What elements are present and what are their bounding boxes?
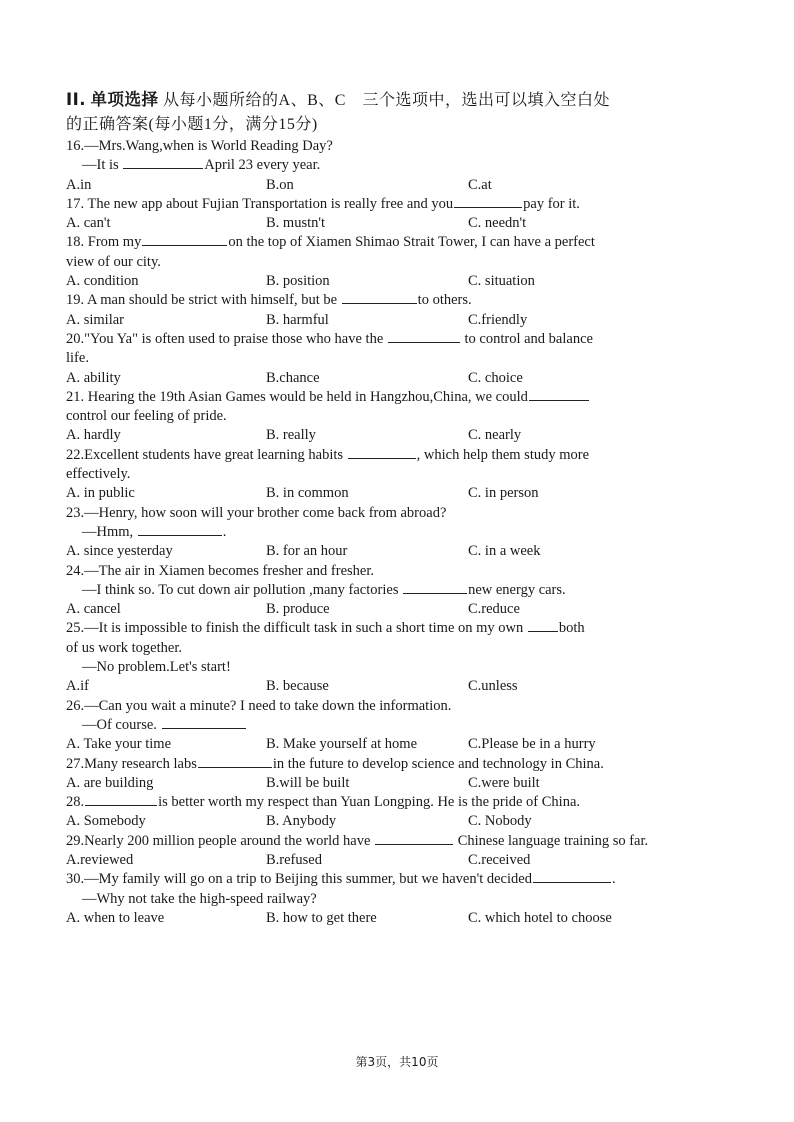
question-line: [66, 349, 706, 368]
option-b: B. in common: [266, 485, 349, 502]
question-text: .: [611, 871, 616, 888]
answer-blank: [198, 755, 272, 768]
question-line: [66, 504, 706, 523]
question-text: 23.—Henry, how soon will your brother come back from abroad?: [66, 504, 447, 521]
option-c: C. in a week: [468, 543, 541, 560]
answer-blank: [142, 233, 227, 246]
option-a: A.reviewed: [66, 851, 134, 868]
option-b: B. for an hour: [266, 543, 348, 560]
question-line: [66, 446, 706, 465]
question-text: 25.—It is impossible to finish the difficult task in such a short time on my own: [66, 620, 527, 637]
answer-blank: [528, 619, 558, 632]
answer-blank: [403, 581, 467, 594]
question-line: [66, 407, 706, 426]
question-page: [66, 88, 706, 928]
option-c: C. needn't: [468, 215, 527, 232]
question-text: 19. A man should be strict with himself, but be: [66, 292, 341, 309]
question-text: to control and balance: [460, 330, 593, 347]
question-item: [66, 697, 706, 755]
question-text: is better worth my respect than Yuan Longping. He is the pride of China.: [158, 794, 581, 811]
option-row: [66, 677, 706, 696]
option-a: A. since yesterday: [66, 543, 173, 560]
question-line: [66, 233, 706, 252]
option-row: [66, 812, 706, 831]
answer-blank: [454, 195, 522, 208]
question-item: [66, 195, 706, 234]
question-text: 26.—Can you wait a minute? I need to take down the information.: [66, 697, 452, 714]
option-c: C.were built: [468, 774, 540, 791]
question-text: —Of course.: [82, 716, 161, 733]
question-text: —Why not take the high-speed railway?: [82, 890, 317, 907]
question-text: , which help them study more: [416, 446, 590, 463]
question-line: [66, 716, 706, 735]
question-line: [66, 639, 706, 658]
question-item: [66, 446, 706, 504]
option-b: B.on: [266, 176, 294, 193]
section-heading: [66, 88, 706, 137]
option-b: B. position: [266, 273, 330, 290]
question-text: 17. The new app about Fujian Transportation is really free and you: [66, 195, 454, 212]
option-row: [66, 542, 706, 561]
question-line: [66, 562, 706, 581]
option-c: C. which hotel to choose: [468, 909, 612, 926]
option-c: C. situation: [468, 273, 535, 290]
question-text: 30.—My family will go on a trip to Beijing this summer, but we haven't decided: [66, 871, 532, 888]
question-item: [66, 832, 706, 871]
question-text: of us work together.: [66, 639, 182, 656]
option-b: B. how to get there: [266, 909, 377, 926]
question-item: [66, 793, 706, 832]
option-b: B. produce: [266, 601, 330, 618]
answer-blank: [342, 291, 417, 304]
question-text: 28.: [66, 794, 85, 811]
question-text: to others.: [417, 292, 472, 309]
question-line: [66, 697, 706, 716]
option-b: B. Make yourself at home: [266, 736, 418, 753]
question-item: [66, 504, 706, 562]
page-footer: 第3页，共10页: [355, 1055, 439, 1069]
option-row: [66, 735, 706, 754]
question-text: 29.Nearly 200 million people around the world have: [66, 832, 375, 849]
question-text: new energy cars.: [468, 581, 566, 598]
option-c: C.Please be in a hurry: [468, 736, 596, 753]
question-text: 24.—The air in Xiamen becomes fresher and fresher.: [66, 562, 375, 579]
option-a: A. Somebody: [66, 813, 146, 830]
question-line: [66, 465, 706, 484]
option-a: A. can't: [66, 215, 111, 232]
option-b: B. really: [266, 427, 316, 444]
option-b: B. harmful: [266, 311, 329, 328]
question-line: [66, 793, 706, 812]
question-item: [66, 137, 706, 195]
option-row: [66, 600, 706, 619]
option-a: A. ability: [66, 369, 121, 386]
option-row: [66, 176, 706, 195]
question-text: 27.Many research labs: [66, 755, 197, 772]
question-item: [66, 330, 706, 388]
answer-blank: [162, 716, 246, 729]
option-b: B. because: [266, 678, 329, 695]
question-line: [66, 658, 706, 677]
option-a: A. cancel: [66, 601, 121, 618]
question-text: 20."You Ya" is often used to praise those who have the: [66, 330, 387, 347]
question-line: [66, 388, 706, 407]
question-text: 16.—Mrs.Wang,when is World Reading Day?: [66, 138, 333, 154]
option-b: B. mustn't: [266, 215, 326, 232]
option-c: C.friendly: [468, 311, 528, 328]
answer-blank: [375, 832, 453, 845]
section-number: II.: [66, 90, 87, 109]
question-text: view of our city.: [66, 253, 161, 270]
question-text: 21. Hearing the 19th Asian Games would be held in Hangzhou,China, we could: [66, 388, 528, 405]
option-row: [66, 369, 706, 388]
question-line: [66, 619, 706, 638]
question-item: [66, 562, 706, 620]
option-b: B.refused: [266, 851, 322, 868]
question-line: [66, 870, 706, 889]
option-a: A. are building: [66, 774, 154, 791]
option-c: C.unless: [468, 678, 518, 695]
option-c: C.at: [468, 176, 492, 193]
question-text: on the top of Xiamen Shimao Strait Tower, I can have a perfect: [228, 234, 595, 251]
question-text: 22.Excellent students have great learning habits: [66, 446, 347, 463]
option-c: C.received: [468, 851, 531, 868]
option-b: B.will be built: [266, 774, 350, 791]
option-c: C. nearly: [468, 427, 522, 444]
question-line: [66, 253, 706, 272]
question-line: [66, 137, 706, 156]
question-text: in the future to develop science and technology in China.: [272, 755, 604, 772]
question-text: 18. From my: [66, 234, 142, 251]
question-text: Chinese language training so far.: [454, 832, 649, 849]
section-heading-line-1: [66, 88, 706, 113]
question-line: [66, 832, 706, 851]
question-item: [66, 291, 706, 330]
answer-blank: [529, 388, 589, 401]
question-line: [66, 195, 706, 214]
question-line: [66, 581, 706, 600]
question-item: [66, 388, 706, 446]
question-item: [66, 870, 706, 928]
option-b: B.chance: [266, 369, 320, 386]
question-text: life.: [66, 350, 89, 367]
question-text: —No problem.Let's start!: [82, 659, 231, 676]
question-line: [66, 156, 706, 175]
answer-blank: [388, 330, 460, 343]
question-text: —Hmm,: [82, 523, 137, 540]
answer-blank: [85, 793, 157, 806]
answer-blank: [533, 870, 611, 883]
option-a: A. when to leave: [66, 909, 165, 926]
question-text: control our feeling of pride.: [66, 408, 227, 425]
option-a: A.if: [66, 678, 89, 695]
option-row: [66, 214, 706, 233]
option-row: [66, 272, 706, 291]
answer-blank: [348, 446, 416, 459]
option-c: C.reduce: [468, 601, 520, 618]
question-text: .: [222, 523, 227, 540]
option-a: A. similar: [66, 311, 124, 328]
question-list: [66, 137, 706, 928]
question-text: pay for it.: [523, 195, 580, 212]
question-item: [66, 755, 706, 794]
option-row: [66, 426, 706, 445]
question-text: effectively.: [66, 466, 131, 483]
option-c: C. choice: [468, 369, 523, 386]
section-title: 单项选择: [90, 90, 159, 109]
question-line: [66, 291, 706, 310]
option-row: [66, 909, 706, 928]
question-line: [66, 330, 706, 349]
question-line: [66, 755, 706, 774]
option-a: A.in: [66, 176, 92, 193]
question-item: [66, 619, 706, 696]
question-text: —I think so. To cut down air pollution ,many factories: [82, 581, 403, 598]
question-line: [66, 890, 706, 909]
question-line: [66, 523, 706, 542]
option-c: C. in person: [468, 485, 539, 502]
option-row: [66, 484, 706, 503]
answer-blank: [138, 523, 222, 536]
option-a: A. in public: [66, 485, 135, 502]
question-text: —It is: [82, 157, 123, 174]
answer-blank: [123, 156, 203, 169]
option-a: A. hardly: [66, 427, 121, 444]
section-instruction-1: 从每小题所给的A、B、C 三个选项中，选出可以填入空白处: [163, 92, 610, 109]
option-b: B. Anybody: [266, 813, 337, 830]
question-text: both: [558, 620, 585, 637]
option-c: C. Nobody: [468, 813, 532, 830]
option-row: [66, 311, 706, 330]
question-text: April 23 every year.: [204, 157, 321, 174]
option-row: [66, 851, 706, 870]
question-item: [66, 233, 706, 291]
option-a: A. condition: [66, 273, 139, 290]
option-a: A. Take your time: [66, 736, 172, 753]
option-row: [66, 774, 706, 793]
section-instruction-2: 的正确答案(每小题1分，满分15分): [66, 116, 318, 133]
